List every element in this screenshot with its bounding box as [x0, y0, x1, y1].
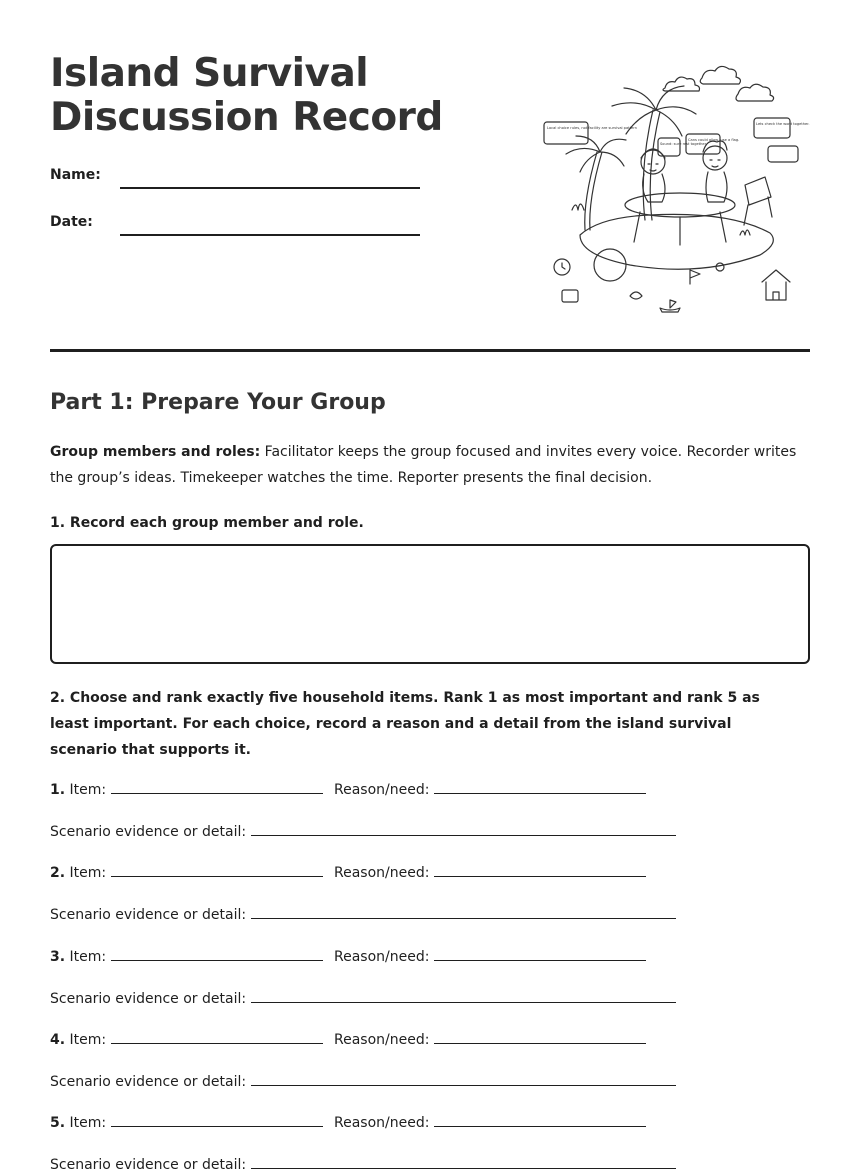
evidence-blank[interactable] — [251, 990, 676, 1003]
evidence-blank[interactable] — [251, 906, 676, 919]
reason-blank[interactable] — [434, 781, 646, 794]
rank-number: 1. — [50, 782, 66, 798]
item-entry — [50, 948, 323, 965]
evidence-label: Scenario evidence or detail: — [50, 1157, 247, 1173]
item-entry — [50, 1031, 323, 1048]
reason-entry — [334, 864, 646, 881]
evidence-blank[interactable] — [251, 1073, 676, 1086]
date-label: Date: — [50, 214, 93, 230]
cloud-icon — [736, 84, 774, 101]
evidence-blank[interactable] — [251, 823, 676, 836]
item-blank[interactable] — [111, 1114, 323, 1127]
roles-label: Group members and roles: — [50, 444, 261, 460]
roles-text: Facilitator keeps the group focused and invites every voice. Recorder writes the group’s ideas. Timekeeper watches the time. Reporter presents the final decision. — [50, 444, 797, 486]
evidence-label: Scenario evidence or detail: — [50, 824, 247, 840]
evidence-row — [50, 823, 810, 840]
reason-label: Reason/need: — [334, 865, 430, 881]
item-blank[interactable] — [111, 948, 323, 961]
rank-number: 4. — [50, 1032, 66, 1048]
speech-bubble — [754, 118, 790, 138]
reason-blank[interactable] — [434, 948, 646, 961]
hut-icon — [762, 270, 790, 300]
bubble-text-2: Sound: sure rest together. — [660, 142, 707, 146]
evidence-label: Scenario evidence or detail: — [50, 907, 247, 923]
name-line[interactable] — [120, 187, 420, 189]
island-illustration — [540, 60, 810, 318]
ball-icon — [594, 249, 626, 281]
rank-row — [50, 781, 810, 801]
date-field[interactable] — [50, 214, 430, 244]
rank-row — [50, 948, 810, 968]
evidence-label: Scenario evidence or detail: — [50, 1074, 247, 1090]
title-line-2: Discussion Record — [50, 95, 443, 140]
title-line-1: Island Survival — [50, 51, 369, 96]
evidence-row — [50, 1156, 810, 1173]
name-label: Name: — [50, 167, 101, 183]
name-field[interactable] — [50, 167, 430, 197]
reason-label: Reason/need: — [334, 782, 430, 798]
rank-row — [50, 864, 810, 884]
shell-icon — [630, 292, 642, 299]
rank-number: 5. — [50, 1115, 66, 1131]
rock-icon — [716, 263, 724, 271]
evidence-row — [50, 906, 810, 923]
bubble-text-1: Local choice rules, not facility are survival pattern — [547, 126, 637, 130]
flag-icon — [690, 270, 700, 284]
reason-blank[interactable] — [434, 1031, 646, 1044]
reason-entry — [334, 781, 646, 798]
item-entry — [50, 781, 323, 798]
part1-heading: Part 1: Prepare Your Group — [50, 390, 386, 415]
item-entry — [50, 864, 323, 881]
bubble-text-4: Lets check the word together. — [756, 122, 810, 126]
item-label: Item: — [69, 949, 107, 965]
bubble-text-3: Cans could allow, use a flag. — [688, 138, 740, 142]
reason-entry — [334, 948, 646, 965]
item-blank[interactable] — [111, 864, 323, 877]
reason-blank[interactable] — [434, 1114, 646, 1127]
boat-icon — [660, 300, 680, 312]
reason-entry — [334, 1031, 646, 1048]
reason-entry — [334, 1114, 646, 1131]
rank-number: 3. — [50, 949, 66, 965]
small-palm-trunk — [585, 152, 597, 230]
evidence-row — [50, 990, 810, 1007]
small-palm-leaves-icon — [566, 136, 626, 172]
rank-number: 2. — [50, 865, 66, 881]
item-label: Item: — [69, 1032, 107, 1048]
item-label: Item: — [69, 865, 107, 881]
item-blank[interactable] — [111, 781, 323, 794]
beach-chair — [744, 177, 772, 225]
section-divider — [50, 349, 810, 352]
group-members-textbox[interactable] — [50, 544, 810, 664]
evidence-blank[interactable] — [251, 1156, 676, 1169]
radio-icon — [562, 290, 578, 302]
speech-bubble — [768, 146, 798, 162]
item-blank[interactable] — [111, 1031, 323, 1044]
cloud-icon — [663, 77, 700, 91]
cloud-icon — [700, 66, 740, 84]
evidence-row — [50, 1073, 810, 1090]
rank-row — [50, 1031, 810, 1051]
item-label: Item: — [69, 1115, 107, 1131]
evidence-label: Scenario evidence or detail: — [50, 991, 247, 1007]
reason-blank[interactable] — [434, 864, 646, 877]
reason-label: Reason/need: — [334, 1115, 430, 1131]
reason-label: Reason/need: — [334, 949, 430, 965]
rank-row — [50, 1114, 810, 1134]
roles-intro — [50, 439, 810, 491]
date-line[interactable] — [120, 234, 420, 236]
table — [625, 193, 735, 217]
question-2: 2. Choose and rank exactly five household items. Rank 1 as most important and rank 5 as least important. For each choice, record a reason and a detail from the island survival scenario that supports it. — [50, 690, 760, 758]
item-label: Item: — [69, 782, 107, 798]
item-entry — [50, 1114, 323, 1131]
question-1: 1. Record each group member and role. — [50, 515, 364, 531]
reason-label: Reason/need: — [334, 1032, 430, 1048]
page-title — [50, 52, 443, 140]
